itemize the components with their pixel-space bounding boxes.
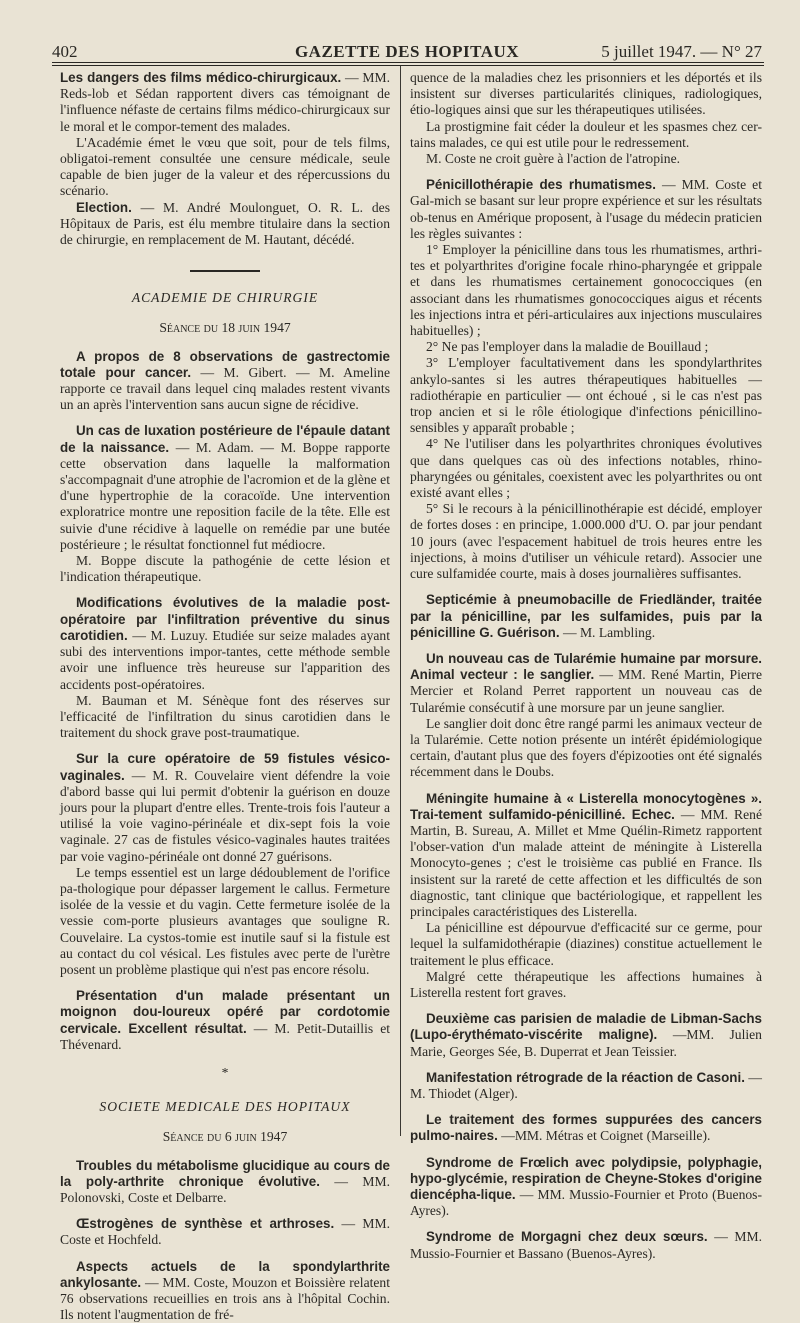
article-moignon xyxy=(60,988,390,1053)
paragraph: quence de la maladies chez les prisonniers et les déportés et ils insistent sur diverses particularités cliniques, radiologiques, étio-logiques ainsi que sur les thérapeutiques utilisées. xyxy=(410,70,762,118)
article-heading: Présentation d'un malade présentant un moignon dou-loureux opéré par cordotomie cervicale. Excellent résultat. xyxy=(60,988,390,1036)
article-froelich xyxy=(410,1155,762,1220)
article-heading: Un nouveau cas de Tularémie humaine par morsure. Animal vecteur : le sanglier. xyxy=(410,650,762,683)
paragraph: M. Coste ne croit guère à l'action de l'atropine. xyxy=(426,151,681,167)
paragraph: Le sanglier doit donc être rangé parmi les animaux vecteur de la Tularémie. Cette notion présente un intérêt épidémiologique certain, d'autant plus que des foyers d'épizooties ont été signalés récemment dans le Doubs. xyxy=(410,715,762,780)
article-heading: Le traitement des formes suppurées des cancers pulmo-naires. xyxy=(410,1112,762,1144)
article-cancers-pulmonaires xyxy=(410,1112,762,1144)
article-heading: Les dangers des films médico-chirurgicaux. xyxy=(60,70,342,85)
rule-item: 5° Si le recours à la pénicillinothérapie est décidé, employer de fortes doses : en principe, 1.000.000 d'U. O. par jour pendant 10 jours (avec l'espacement habituel de trois heures entre les injections, à moins d'utiliser un véhicule retard). Associer une cure sulfamidée courte, mais à doses journalières suffisantes. xyxy=(410,501,762,582)
issue-date: 5 juillet 1947. — N° 27 xyxy=(601,42,762,61)
paragraph: M. Bauman et M. Sénèque font des réserves sur l'efficacité de l'infiltration du sinus carotidien dans le traitement du shock grave post-traumatique. xyxy=(60,692,390,741)
article-body: — M. Lambling. xyxy=(562,624,656,640)
seance-date: Séance du 6 juin 1947 xyxy=(162,1129,288,1145)
rule-item: 3° L'employer facultativement dans les spondylarthrites ankylo-santes si les autres thérapeutiques habituelles — radiothérapie en particulier — ont échoué , si le cas n'est pas trop ancien et si le rôle étiologique d'infections pénicillino-sensibles y apparaît probable ; xyxy=(410,355,762,436)
page-number: 402 xyxy=(52,42,78,61)
article-gastrectomie xyxy=(60,349,390,414)
article-body: — MM. Coste et Gal-mich se basant sur leur propre expérience et sur les résultats ob-tenus en Amérique proposent, à l'usage du médecin praticien les règles suivantes : xyxy=(410,177,762,241)
article-luxation xyxy=(60,423,390,553)
article-morgagni xyxy=(410,1229,762,1261)
rule-item: 4° Ne l'utiliser dans les polyarthrites chroniques évolutives que dans quelques cas où des infections notables, rhino-pharyngées ou génitales, coexistent avec les polyarthrites ou ont existé avant elles ; xyxy=(410,436,762,501)
article-heading: Pénicillothérapie des rhumatismes. xyxy=(426,177,656,193)
rule-item: 1° Employer la pénicilline dans tous les rhumatismes, arthri-tes et polyarthrites d'origine focale rhino-pharyngée et grippale et dans les rhumatismes certainement gonococciques (en associant dans les rhumatismes gonococciques aigus et récents les injections intra et péri-articulaires aux injections musculaires habituelles) ; xyxy=(410,242,762,339)
rule-item: 2° Ne pas l'employer dans la maladie de Bouillaud ; xyxy=(426,339,709,355)
article-body: — MM. Mussio-Fournier et Bassano (Buenos-Ayres). xyxy=(410,1229,762,1261)
paragraph: Le temps essentiel est un large dédoublement de l'orifice pa-thologique pour dépasser largement le callus. Fermeture isolée de la vessie et du vagin. Cette fermeture isolée de la vessie com-porte plusieurs avantages que souligne R. Couvelaire. La cystos-tomie est inutile sauf si la fistule est au contact du col vésical. Les fistules avec perte de l'urètre posent un problème plastique qui n'est pas encore résolu. xyxy=(60,864,390,977)
article-septicemie xyxy=(410,592,762,641)
article-body: — M. Adam. — M. Boppe rapporte cette observation dans laquelle la malformation s'accompagnait d'une atrophie de l'acromion et de la glène et d'une hypertrophie de la coracoïde. Une intervention exploratrice montre une reposition facile de la tête. Elle est suivie d'une récidive à laquelle on remédie par une butée postérieure ; le résultat fonctionnel fut médiocre. xyxy=(60,439,390,552)
article-body: — M. R. Couvelaire vient défendre la voie d'abord basse qui lui permit d'obtenir la guérison en douze jours pour la plupart d'entre elles. Trente-trois fois l'auteur a utilisé la voie vagino-périnéale et dix-sept fois la voie vaginale. 27 cas de fistules vésico-vaginales hautes traitées par voie vagino-périnéale ont donné 27 guérisons. xyxy=(60,767,390,864)
section-title-societe: SOCIETE MEDICALE DES HOPITAUX xyxy=(99,1099,351,1115)
article-body: —MM. Julien Marie, Georges Sée, B. Duperrat et Jean Teissier. xyxy=(410,1027,762,1059)
article-fistules xyxy=(60,751,390,864)
star-separator: * xyxy=(221,1064,229,1080)
article-body: — MM. Mussio-Fournier et Proto (Buenos-Ayres). xyxy=(410,1187,762,1219)
article-body: —MM. Métras et Coignet (Marseille). xyxy=(501,1128,711,1144)
article-heading: Septicémie à pneumobacille de Friedländer, traitée par la pénicilline, par les sulfamides, puis par la pénicilline G. Guérison. xyxy=(410,592,762,640)
article-heading: Modifications évolutives de la maladie post-opératoire par l'infiltration préventive du sinus carotidien. xyxy=(60,595,390,643)
column-divider xyxy=(400,66,401,1136)
article-troubles xyxy=(60,1158,390,1207)
journal-title: GAZETTE DES HOPITAUX xyxy=(294,42,520,61)
article-modifications xyxy=(60,595,390,692)
right-column xyxy=(410,70,762,1261)
article-heading: Aspects actuels de la spondylarthrite ankylosante. xyxy=(60,1258,390,1290)
article-heading: Manifestation rétrograde de la réaction de Casoni. xyxy=(426,1069,745,1085)
paragraph: Malgré cette thérapeutique les affections humaines à Listerella restent fort graves. xyxy=(410,968,762,1000)
article-body: — MM. Coste et Hochfeld. xyxy=(60,1216,390,1248)
article-body: — M. André Moulonguet, O. R. L. des Hôpitaux de Paris, est élu membre titulaire dans la section de chirurgie, en remplacement de M. Hautant, décédé. xyxy=(60,199,390,248)
section-title-academie: ACADEMIE DE CHIRURGIE xyxy=(131,290,319,306)
seance-date: Séance du 18 juin 1947 xyxy=(159,320,291,336)
article-heading: Deuxième cas parisien de maladie de Libman-Sachs (Lupo-érythémato-viscérite maligne). xyxy=(410,1011,762,1043)
article-body: — M. Luzuy. Etudiée sur seize malades ayant subi des interventions impor-tantes, cette méthode semble avoir une influence très heureuse sur l'apparition des accidents post-opératoires. xyxy=(60,627,390,692)
article-libman-sachs xyxy=(410,1011,762,1060)
section-separator xyxy=(190,270,260,272)
running-header xyxy=(52,40,762,62)
paragraph: M. Boppe discute la pathogénie de cette lésion et l'indication thérapeutique. xyxy=(60,553,390,585)
article-heading: Un cas de luxation postérieure de l'épaule datant de la naissance. xyxy=(60,423,390,455)
article-body: — MM. Polonovski, Coste et Delbarre. xyxy=(60,1173,390,1205)
article-body: — MM. Coste, Mouzon et Boissière relatent 76 observations recueillies en trois ans à l'hôpital Cochin. Ils notent l'augmentation de fré- xyxy=(60,1274,390,1323)
article-body: — M. Thiodet (Alger). xyxy=(410,1069,762,1101)
paragraph: La pénicilline est dépourvue d'efficacité sur ce germe, pour lequel la sulfamidothérapie (diazines) constitue actuellement le traitement le plus efficace. xyxy=(410,920,762,968)
article-body: — MM. René Martin, Pierre Mercier et Roland Perret rapportent un nouveau cas de Tularémie consécutif à une morsure par un jeune sanglier. xyxy=(410,667,762,715)
article-meningite xyxy=(410,791,762,921)
article-heading: Sur la cure opératoire de 59 fistules vésico-vaginales. xyxy=(60,751,390,783)
article-heading: Syndrome de Morgagni chez deux sœurs. xyxy=(426,1229,708,1245)
article-casoni xyxy=(410,1070,762,1102)
article-body: — MM. Reds-lob et Sédan rapportent divers cas témoignant de l'influence néfaste de certains films médico-chirurgicaux sur le moral et le compor-tement des malades. xyxy=(60,70,390,134)
article-heading: Méningite humaine à « Listerella monocytogènes ». Trai-tement sulfamido-pénicilliné. Echec. xyxy=(410,790,762,822)
article-oestrogenes xyxy=(60,1216,390,1248)
left-column xyxy=(60,70,390,1323)
header-rule-2 xyxy=(52,65,764,66)
paragraph: L'Académie émet le vœu que soit, pour de tels films, obligatoi-rement consultée une censure médicale, seule capable de bien juger de la valeur et des répercussions du scénario. xyxy=(60,134,390,199)
article-heading: Troubles du métabolisme glucidique au cours de la poly-arthrite chronique évolutive. xyxy=(60,1157,390,1189)
article-heading: Syndrome de Frœlich avec polydipsie, polyphagie, hypo-glycémie, respiration de Cheyne-Stokes d'origine diencépha-lique. xyxy=(410,1154,762,1202)
article-spondylarthrite xyxy=(60,1259,390,1323)
header-rule xyxy=(52,62,764,63)
article-heading: A propos de 8 observations de gastrectomie totale pour cancer. xyxy=(60,348,390,380)
article-penicillotherapie xyxy=(410,177,762,242)
article-body: — M. Gibert. — M. Ameline rapporte ce travail dans lequel cinq malades restent vivants un an après l'intervention sans aucun signe de récidive. xyxy=(60,364,390,413)
paragraph: La prostigmine fait céder la douleur et les spasmes chez cer-tains malades, ce qui est utile pour le redressement. xyxy=(410,118,762,150)
article-tularemie xyxy=(410,651,762,716)
article-body: — MM. René Martin, B. Sureau, A. Millet et Mme Quélin-Rimetz rapportent l'obser-vation d'un malade atteint de méningite à Listerella Monocyto-genes ; c'est le troisième cas publié en France. Ils insistent sur la rareté de cette affection et les difficultés de son diagnostic, tant clinique que bactériologique, et rappellent les principales caractéristiques des Listerella. xyxy=(410,806,762,919)
article-heading: Election. xyxy=(76,199,132,215)
article-films xyxy=(60,70,390,135)
article-election xyxy=(60,200,390,249)
article-body: — M. Petit-Dutaillis et Thévenard. xyxy=(60,1020,390,1052)
article-heading: Œstrogènes de synthèse et arthroses. xyxy=(76,1216,335,1232)
